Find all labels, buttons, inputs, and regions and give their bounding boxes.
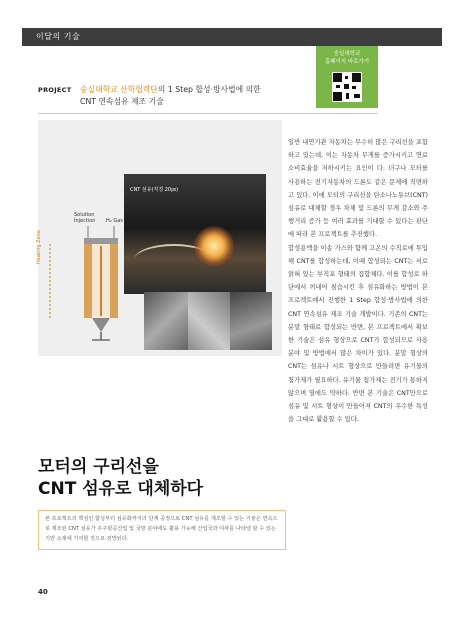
qr-caption	[316, 50, 378, 66]
summary-text: 본 프로젝트의 핵심인 합성부터 섬유화까지의 단계 공정으로 CNT 섬유를 제조할 수 있는 기술은 연속으로 제조된 CNT 섬유가 우주항공산업 및 국방 분야에도 활용 가능해 산업국과 여파를 나타낼 할 수 있는 기반 소재에 기여할 것으로 전망된다.	[45, 516, 278, 542]
article-body	[288, 136, 428, 426]
qr-panel[interactable]	[316, 46, 378, 108]
project-header	[38, 84, 316, 112]
headline-line2: CNT 섬유로 대체하다	[38, 479, 204, 499]
project-title-line2: CNT 연속섬유 제조 기술	[80, 97, 164, 106]
sem-image-3	[230, 292, 272, 350]
top-section-bar	[22, 28, 442, 46]
qr-caption-line2: 홈페이지 바로가기	[324, 59, 370, 65]
furnace-glow	[194, 226, 234, 266]
divider	[38, 113, 378, 114]
label-injection: Injection	[74, 218, 96, 224]
project-title	[80, 84, 261, 108]
headline	[38, 456, 203, 500]
qr-code-icon[interactable]	[332, 72, 362, 102]
label-h2-gas: H₂ Gas	[106, 218, 123, 224]
section-label: 이달의 기술	[36, 32, 81, 41]
label-heating-zone: Heating Zone	[36, 230, 42, 264]
qr-caption-line1: 숭실대학교	[333, 51, 361, 57]
headline-line1: 모터의 구리선을	[38, 457, 159, 477]
body-paragraph: 합성용액을 이송 가스와 함께 고온의 수직로에 투입해 CNT를 합성하는데, 이때 합성되는 CNT는 서로 얽혀 있는 부직포 형태의 집합체다. 이를 합성로 하단에서 꺼내어 침습시킨 후 섬유화하는 방법이 본 프로젝트에서 진행한 1 Step 합성·방사법에 의한 CNT 연속섬유 제조 기술 개발이다. 기존의 CNT는 분말 형태로 합성되는 반면, 본 프로젝트에서 확보한 기술은 섬유 형상으로 CNT가 합성되므로 사용 분야 및 방법에서 많은 차이가 있다. 분말 형상의 CNT는 섬유나 시트 형상으로 만들려면 유기물의 첨가제가 필요하다. 유기물 첨가제는 전기가 통하지 않으며 열에도 약하다. 반면 본 기술은 CNT만으로 섬유 및 시트 형상이 만들어져 CNT의 우수한 특성을 그대로 활용할 수 있다.	[288, 244, 428, 424]
label-solution: Solution	[74, 212, 95, 218]
body-paragraph: 일반 내연기관 자동차는 무수히 많은 구리선을 포함하고 있는데, 이는 자동차 무게를 증가시키고 연료소비효율을 저하시키는 요인이 다. 더구나 모터를 사용하는 전기자동차의 드론도 같은 문제에 직면하고 있다. 이에 모터의 구리선을 탄소나노튜브(CNT) 섬유로 대체할 경우 차체 및 드론의 무게 감소와 주행거리 증가 등 여러 효과를 기대할 수 있다는 판단에 따라 본 프로젝트를 추진했다.	[288, 139, 428, 239]
sem-images	[144, 292, 272, 350]
sem-image-2	[188, 292, 230, 350]
sem-image-1	[144, 292, 188, 350]
project-title-rest: 의 1 Step 합성·방사법에 의한	[157, 85, 261, 94]
photo-caption: CNT 섬유(직경 20㎛)	[130, 187, 179, 193]
cnt-fiber-photo	[124, 174, 266, 294]
project-title-highlight: 숭실대학교 산학협력단	[80, 85, 158, 94]
furnace-drawing	[44, 200, 124, 350]
summary-box	[38, 510, 286, 550]
project-tag: PROJECT	[38, 86, 72, 94]
page-number: 40	[38, 588, 48, 596]
synthesis-diagram	[36, 200, 124, 350]
